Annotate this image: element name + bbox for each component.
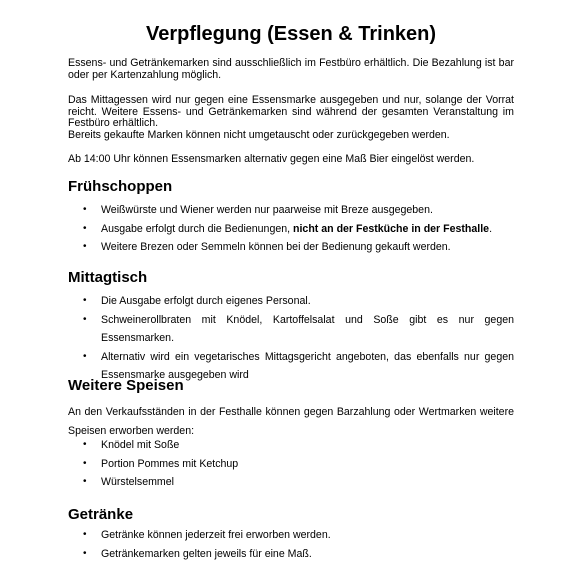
list-item-text: Alternativ wird ein vegetarisches Mittagsgericht angeboten, das ebenfalls nur gegen Essensmarke ausgegeben wird <box>101 350 514 381</box>
list-item <box>68 455 514 474</box>
bullet-icon: • <box>83 204 87 215</box>
list-item <box>68 220 514 239</box>
intro-no-refund-text: Bereits gekaufte Marken können nicht umgetauscht oder zurückgegeben werden. <box>68 128 450 141</box>
bullet-icon: • <box>83 476 87 487</box>
bullet-icon: • <box>83 439 87 450</box>
list-item <box>68 526 514 545</box>
list-item-text: Weißwürste und Wiener werden nur paarweise mit Breze ausgegeben. <box>101 204 433 216</box>
list-item-bold-text: nicht an der Festküche in der Festhalle <box>293 222 490 235</box>
section-heading-weitere-speisen: Weitere Speisen <box>68 377 184 394</box>
bullet-icon: • <box>83 222 87 234</box>
intro-paragraph-lunch <box>68 95 514 141</box>
weitere-speisen-intro: An den Verkaufsständen in der Festhalle können gegen Barzahlung oder Wertmarken weitere Speisen erworben werden: <box>68 406 514 437</box>
bullet-icon: • <box>83 295 87 306</box>
list-item <box>68 473 514 492</box>
section-heading-fruehschoppen: Frühschoppen <box>68 178 173 195</box>
page-title: Verpflegung (Essen & Trinken) <box>145 23 437 45</box>
list-item <box>68 201 514 220</box>
list-item <box>68 238 514 257</box>
list-item-text: Knödel mit Soße <box>101 439 180 451</box>
intro-paragraph-beer: Ab 14:00 Uhr können Essensmarken alternativ gegen eine Maß Bier eingelöst werden. <box>68 153 475 165</box>
section-heading-mittagstisch: Mittagtisch <box>68 269 148 286</box>
list-item-text: Portion Pommes mit Ketchup <box>101 457 239 470</box>
list-item-text: Ausgabe erfolgt durch die Bedienungen, <box>101 222 294 235</box>
list-item <box>68 311 514 348</box>
list-item-text: Schweinerollbraten mit Knödel, Kartoffelsalat und Soße gibt es nur gegen Essensmarken. <box>101 313 514 344</box>
bullet-icon: • <box>83 547 87 559</box>
list-item-text: Getränkemarken gelten jeweils für eine Maß. <box>101 547 312 560</box>
bullet-icon: • <box>83 313 87 325</box>
bullet-icon: • <box>83 529 87 540</box>
list-weitere-speisen <box>68 436 514 492</box>
bullet-icon: • <box>83 457 87 469</box>
list-item-text: Weitere Brezen oder Semmeln können bei der Bedienung gekauft werden. <box>101 241 451 253</box>
intro-paragraph-markets: Essens- und Getränkemarken sind ausschließlich im Festbüro erhältlich. Die Bezahlung ist bar oder per Kartenzahlung möglich. <box>68 57 514 81</box>
list-mittagstisch <box>68 292 514 385</box>
list-item <box>68 545 514 564</box>
list-fruehschoppen <box>68 201 514 257</box>
list-item-suffix: . <box>489 222 493 235</box>
bullet-icon: • <box>83 350 87 362</box>
intro-lunch-text: Das Mittagessen wird nur gegen eine Essensmarke ausgegeben und nur, solange der Vorrat reicht. Weitere Essens- und Getränkemarken sind während der gesamten Veranstaltung im Festbüro erhältlich. <box>68 94 514 130</box>
list-getraenke <box>68 526 514 563</box>
section-heading-getraenke: Getränke <box>68 506 134 523</box>
bullet-icon: • <box>83 241 87 252</box>
list-item <box>68 292 514 311</box>
list-item-text: Würstelsemmel <box>101 476 174 488</box>
list-item-text: Die Ausgabe erfolgt durch eigenes Personal. <box>101 295 311 307</box>
list-item-text: Getränke können jederzeit frei erworben werden. <box>101 529 331 541</box>
list-item <box>68 436 514 455</box>
